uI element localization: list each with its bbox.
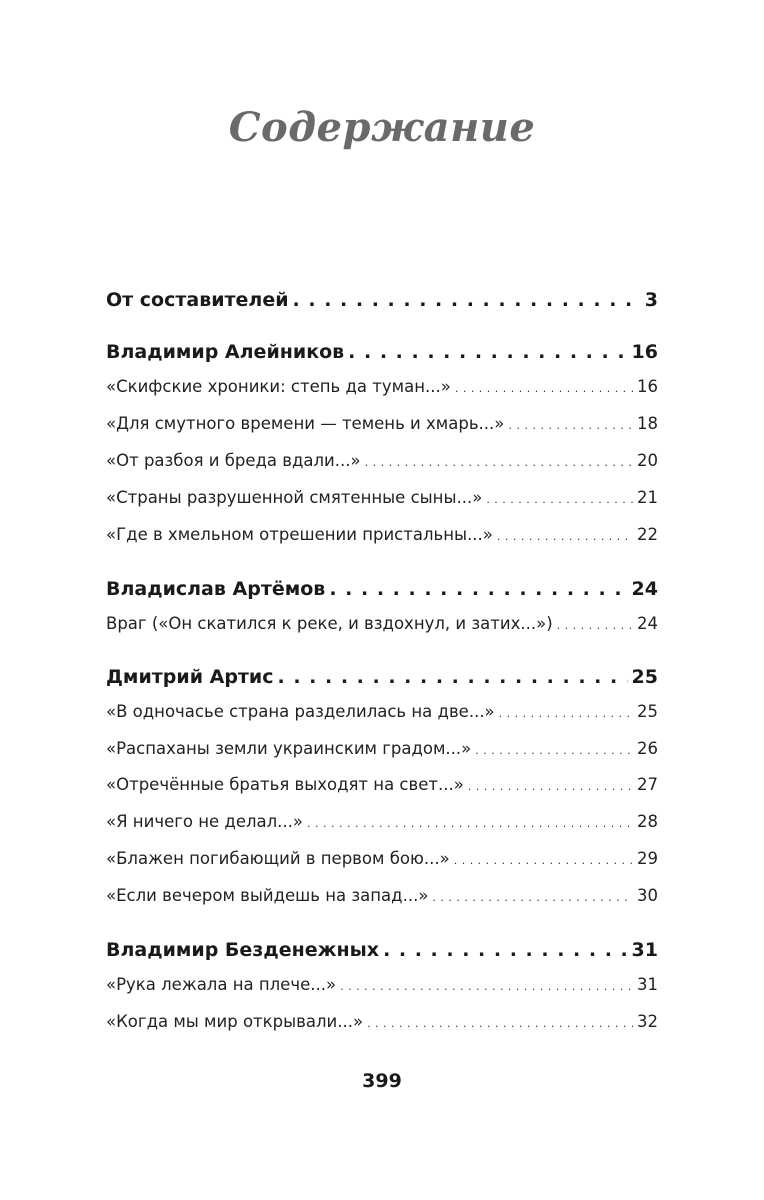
toc-entry-title: «Страны разрушенной смятенные сыны...» — [106, 488, 483, 507]
dot-leader — [455, 382, 633, 395]
toc-page-number: 25 — [637, 702, 658, 721]
toc-section-row — [106, 666, 658, 696]
toc-page-number: 16 — [637, 377, 658, 396]
toc-entry-row — [106, 775, 658, 801]
dot-leader — [278, 666, 628, 688]
toc-entry-title: «Для смутного времени — темень и хмарь...» — [106, 414, 505, 433]
toc-entry-row — [106, 739, 658, 765]
dot-leader — [486, 493, 633, 506]
toc-page-number: 25 — [631, 666, 658, 688]
toc-page-number: 24 — [631, 578, 658, 600]
dot-leader — [365, 456, 633, 469]
toc-page-number: 30 — [637, 886, 658, 905]
dot-leader — [307, 817, 633, 830]
dot-leader — [454, 854, 633, 867]
toc-entry-title: «Рука лежала на плече...» — [106, 975, 337, 994]
toc-entry-row — [106, 525, 658, 551]
toc-section-heading: Владислав Артёмов — [106, 578, 326, 600]
toc-entry-title: Враг («Он скатился к реке, и вздохнул, и затих...») — [106, 614, 553, 633]
toc-entry-row — [106, 1012, 658, 1038]
toc-entry-title: «Когда мы мир открывали...» — [106, 1012, 364, 1031]
toc-entry-title: «Распаханы земли украинским градом...» — [106, 739, 472, 758]
page-number: 399 — [362, 1070, 402, 1092]
toc-entry-title: «Скифские хроники: степь да туман...» — [106, 377, 451, 396]
dot-leader — [468, 780, 633, 793]
toc-entry-row — [106, 812, 658, 838]
dot-leader — [340, 980, 633, 993]
toc-section-row — [106, 289, 658, 319]
dot-leader — [508, 419, 633, 432]
dot-leader — [383, 939, 627, 961]
toc-entry-title: «Блажен погибающий в первом бою...» — [106, 849, 450, 868]
toc-section-row — [106, 578, 658, 608]
toc-section-row — [106, 341, 658, 371]
toc-entry-title: «В одночасье страна разделилась на две...» — [106, 702, 495, 721]
toc-entry-title: «От разбоя и бреда вдали...» — [106, 451, 361, 470]
toc-page-number: 3 — [644, 289, 658, 311]
toc-page-number: 22 — [637, 525, 658, 544]
dot-leader — [557, 619, 633, 632]
dot-leader — [497, 530, 633, 543]
toc-page-number: 24 — [637, 614, 658, 633]
toc-page-number: 21 — [637, 488, 658, 507]
toc-entry-title: «Отречённые братья выходят на свет...» — [106, 775, 464, 794]
toc-page-number: 31 — [637, 975, 658, 994]
dot-leader — [475, 744, 633, 757]
toc-page-number: 20 — [637, 451, 658, 470]
toc-section-heading: Владимир Безденежных — [106, 939, 380, 961]
toc-entry-row — [106, 614, 658, 640]
toc-page-number: 31 — [631, 939, 658, 961]
toc-section-row — [106, 939, 658, 969]
toc-entry-row — [106, 975, 658, 1001]
toc-page-number: 28 — [637, 812, 658, 831]
dot-leader — [432, 891, 633, 904]
dot-leader — [367, 1017, 633, 1030]
toc-page-number: 32 — [637, 1012, 658, 1031]
toc-page-number: 18 — [637, 414, 658, 433]
toc-entry-row — [106, 702, 658, 728]
toc-section-heading: Владимир Алейников — [106, 341, 345, 363]
toc-entry-row — [106, 488, 658, 514]
toc-section-heading: Дмитрий Артис — [106, 666, 274, 688]
toc-entry-title: «Где в хмельном отрешении пристальны...» — [106, 525, 493, 544]
toc-page-number: 27 — [637, 775, 658, 794]
dot-leader — [329, 578, 627, 600]
toc-page-number: 16 — [631, 341, 658, 363]
toc-entry-title: «Я ничего не делал...» — [106, 812, 304, 831]
toc-page-number: 26 — [637, 739, 658, 758]
toc-entry-row — [106, 377, 658, 403]
toc-page-number: 29 — [637, 849, 658, 868]
toc-entry-row — [106, 849, 658, 875]
dot-leader — [293, 289, 641, 311]
toc-entry-row — [106, 451, 658, 477]
dot-leader — [348, 341, 627, 363]
toc-entry-row — [106, 886, 658, 912]
dot-leader — [499, 707, 633, 720]
toc-entry-title: «Если вечером выйдешь на запад...» — [106, 886, 429, 905]
toc-entry-row — [106, 414, 658, 440]
page-title: Содержание — [228, 104, 536, 151]
toc-section-heading: От составителей — [106, 289, 289, 311]
